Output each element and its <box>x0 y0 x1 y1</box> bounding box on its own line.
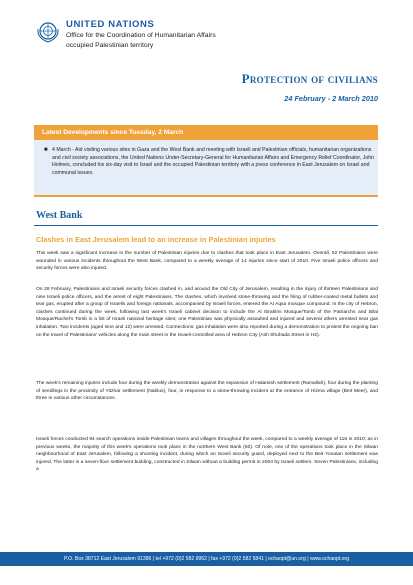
org-name: UNITED NATIONS <box>66 19 155 30</box>
section-divider <box>34 225 378 226</box>
latest-development-text: 4 March - Aid visiting various sites in Gaza and the West Bank and meeting with Israeli and Palestinian officials, humanitarian organizations and civil society associations, the United Nations Under-Secretary-General for Humanitarian Affairs and Emergency Relief Coordinator, John Holmes, concluded his six-day visit to Israel and the occupied Palestinian territory with a press conference in East Jerusalem on Israel and communal issues. <box>52 147 374 176</box>
latest-developments-heading: Latest Developments since Tuesday, 2 March <box>34 125 378 140</box>
contact-footer: P.O. Box 38712 East Jerusalem 91386 | tel +972 (0)2 582 9962 | fax +972 (0)2 582 5841 | ochaopt@un.org | www.ochaopt.org <box>0 552 413 566</box>
un-emblem-icon <box>35 20 61 44</box>
org-region: occupied Palestinian territory <box>66 42 154 49</box>
org-subtitle: Office for the Coordination of Humanitarian Affairs <box>66 32 216 39</box>
document-title: Protection of civilians <box>241 71 378 86</box>
body-paragraph: The week's remaining injuries include four during the weekly demonstration against the expansion of Halamish settlement (Ramallah), four during the planting of seedlings in the proximity of Yitzhar settlement (Nablus), four, in response to a stone-throwing incident at the entrance of Hizma village (Beit Meer), and three in various other circumstances. <box>36 381 378 402</box>
latest-development-item <box>44 147 378 177</box>
body-paragraph: This week saw a significant increase in the number of Palestinian injuries due to clashes that took place in East Jerusalem. Overall, 52 Palestinians were wounded in various incidents throughout the West Bank, compared to a weekly average of 14 injuries since start of 2010. Five Israeli police officers and security forces were also injured. <box>36 251 378 272</box>
body-paragraph: Israeli forces conducted 94 search operations inside Palestinian towns and villages throughout the week, compared to a weekly average of 116 in 2010; as in previous weeks, the majority of this week's operations took place in the northern West Bank (60). Of note, one of the operations took place in the Silwan neighbourhood of East Jerusalem, following a shooting incident, during which an Israeli security guard, deployed next to the Beit Yonatan settlement was injured. The latter is a seven-floor settlement building, constructed in Silwan without a building permit in 2004 by Israeli settlers. Seven Palestinians, including a <box>36 437 378 473</box>
org-block <box>66 19 386 50</box>
bullet-icon: ■ <box>44 147 48 153</box>
latest-developments-box <box>34 125 378 197</box>
section-title: West Bank <box>36 210 83 221</box>
section-subtitle: Clashes in East Jerusalem lead to an increase in Palestinian injuries <box>36 235 276 244</box>
body-paragraph: On 28 February, Palestinians and Israeli security forces clashed in, and around the Old City of Jerusalem, resulting in the injury of thirteen Palestinians and nine Israeli police officers, and the arrest of eight Palestinians. The clashes, which involved stone-throwing and the firing of rubber-coated metal bullets and tear gas, erupted after a group of Israelis and foreign nationals, accompanied by Israeli forces, entered the Al Aqsa mosque compound. In the city of Hebron, clashes continued during the week, following last week's Israeli cabinet decision to include the Al Ibrahimi Mosque/Tomb of the Patriarchs and Bilal Mosque/Rachel's Tomb in a list of Israeli national heritage sites; one Palestinian was physically assaulted and injured and several others arrested near gas inhalation. Two incidents (aged nine and 12) were arrested. Connections: gas inhalation were also reported during a demonstration to protest the ongoing ban on the travel of Palestinians' vehicles along the main street in the Israeli-controlled area of Hebron City (Ash Shuhada Street in H2). <box>36 287 378 338</box>
document-dates: 24 February - 2 March 2010 <box>284 94 378 103</box>
